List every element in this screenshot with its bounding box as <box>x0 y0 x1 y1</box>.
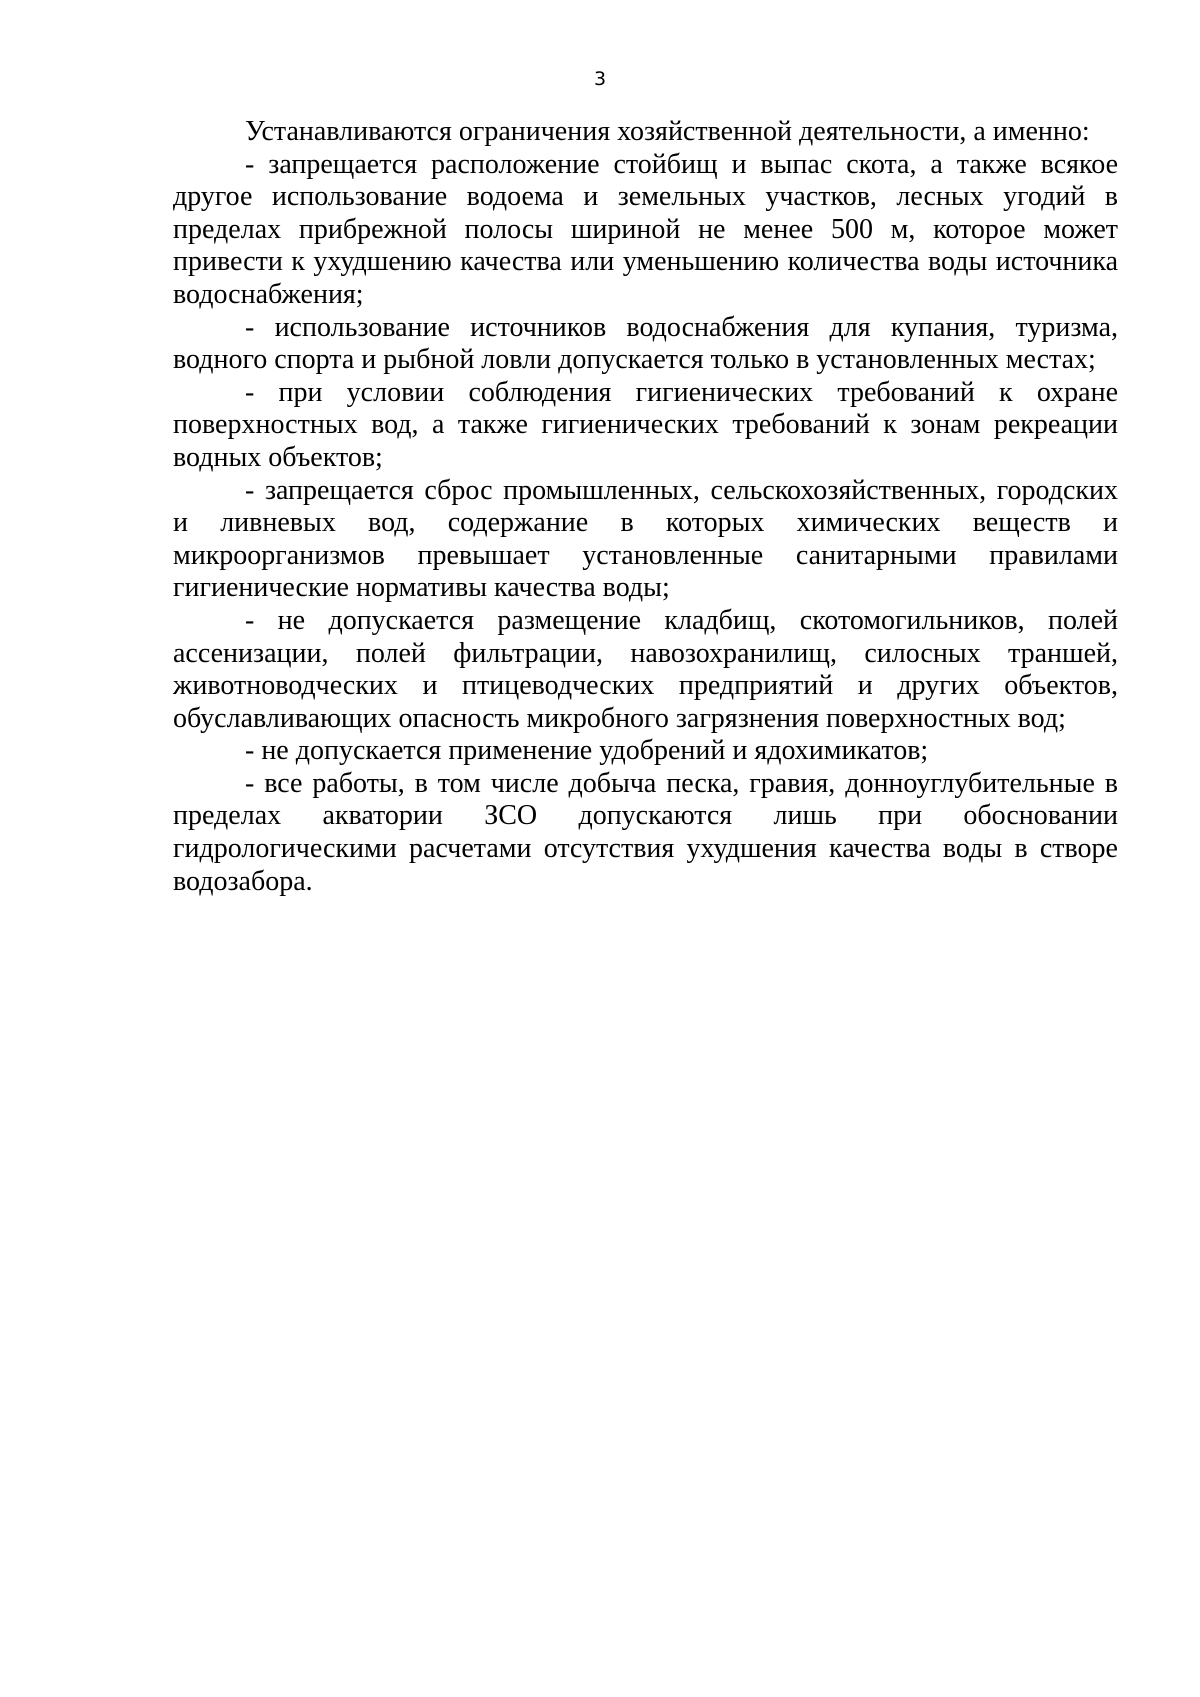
document-body <box>173 116 1118 898</box>
restriction-item-4: - запрещается сброс промышленных, сельскохозяйственных, городских и ливневых вод, содержание в которых химических веществ и микроорганизмов превышает установленные санитарными правилами гигиенические нормативы качества воды; <box>173 474 1118 604</box>
restriction-item-6: - не допускается применение удобрений и ядохимикатов; <box>245 735 929 767</box>
restriction-item-5: - не допускается размещение кладбищ, скотомогильников, полей ассенизации, полей фильтрации, навозохранилищ, силосных траншей, животноводческих и птицеводческих предприятий и других объектов, обуславливающих опасность микробного загрязнения поверхностных вод; <box>173 604 1118 734</box>
restriction-item-7: - все работы, в том числе добыча песка, гравия, донноуглубительные в пределах акватории ЗСО допускаются лишь при обосновании гидрологическими расчетами отсутствия ухудшения качества воды в створе водозабора. <box>173 767 1118 897</box>
restriction-item-1: - запрещается расположение стойбищ и выпас скота, а также всякое другое использование водоема и земельных участков, лесных угодий в пределах прибрежной полосы шириной не менее 500 м, которое может привести к ухудшению качества или уменьшению количества воды источника водоснабжения; <box>173 148 1118 310</box>
page-number: 3 <box>593 68 607 90</box>
intro-paragraph: Устанавливаются ограничения хозяйственной деятельности, а именно: <box>245 116 1090 147</box>
restriction-item-2: - использование источников водоснабжения для купания, туризма, водного спорта и рыбной ловли допускается только в установленных местах; <box>173 311 1118 376</box>
restriction-item-3: - при условии соблюдения гигиенических требований к охране поверхностных вод, а также гигиенических требований к зонам рекреации водных объектов; <box>173 376 1118 473</box>
